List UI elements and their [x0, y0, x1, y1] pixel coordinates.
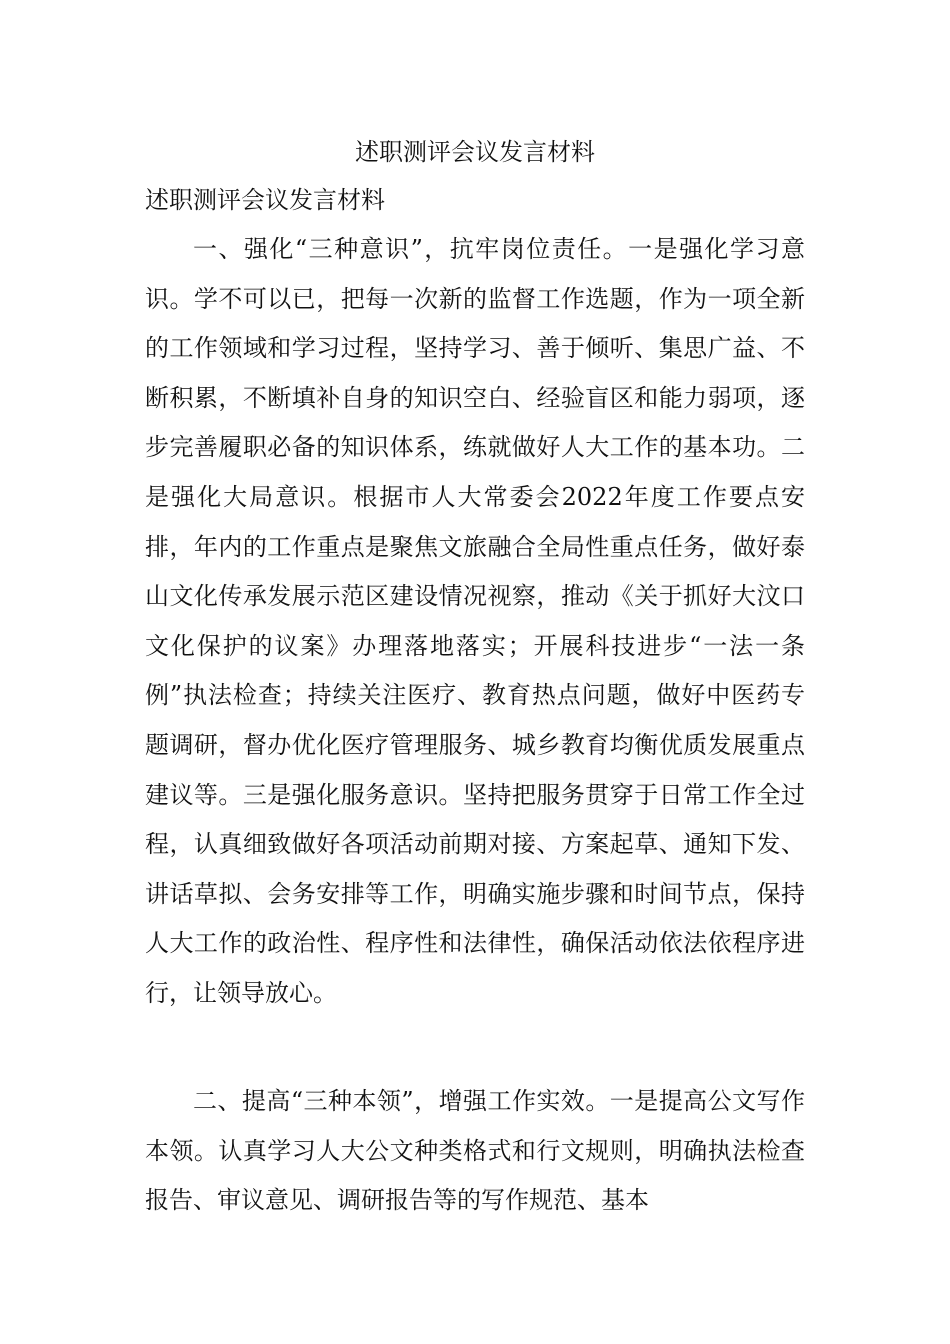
- document-title: 述职测评会议发言材料: [355, 138, 595, 166]
- document-subtitle: 述职测评会议发言材料: [145, 186, 385, 214]
- paragraph-2: 二、提高“三种本领”，增强工作实效。一是提高公文写作本领。认真学习人大公文种类格式和行文规则，明确执法检查报告、审议意见、调研报告等的写作规范、基本: [145, 1087, 805, 1215]
- paragraph-1: 一、强化“三种意识”，抗牢岗位责任。一是强化学习意识。学不可以已，把每一次新的监督工作选题，作为一项全新的工作领域和学习过程，坚持学习、善于倾听、集思广益、不断积累，不断填补自身的知识空白、经验盲区和能力弱项，逐步完善履职必备的知识体系，练就做好人大工作的基本功。二是强化大局意识。根据市人大常委会2022年度工作要点安排，年内的工作重点是聚焦文旅融合全局性重点任务，做好泰山文化传承发展示范区建设情况视察，推动《关于抓好大汶口文化保护的议案》办理落地落实；开展科技进步“一法一条例”执法检查；持续关注医疗、教育热点问题，做好中医药专题调研，督办优化医疗管理服务、城乡教育均衡优质发展重点建议等。三是强化服务意识。坚持把服务贯穿于日常工作全过程，认真细致做好各项活动前期对接、方案起草、通知下发、讲话草拟、会务安排等工作，明确实施步骤和时间节点，保持人大工作的政治性、程序性和法律性，确保活动依法依程序进行，让领导放心。: [145, 235, 805, 1007]
